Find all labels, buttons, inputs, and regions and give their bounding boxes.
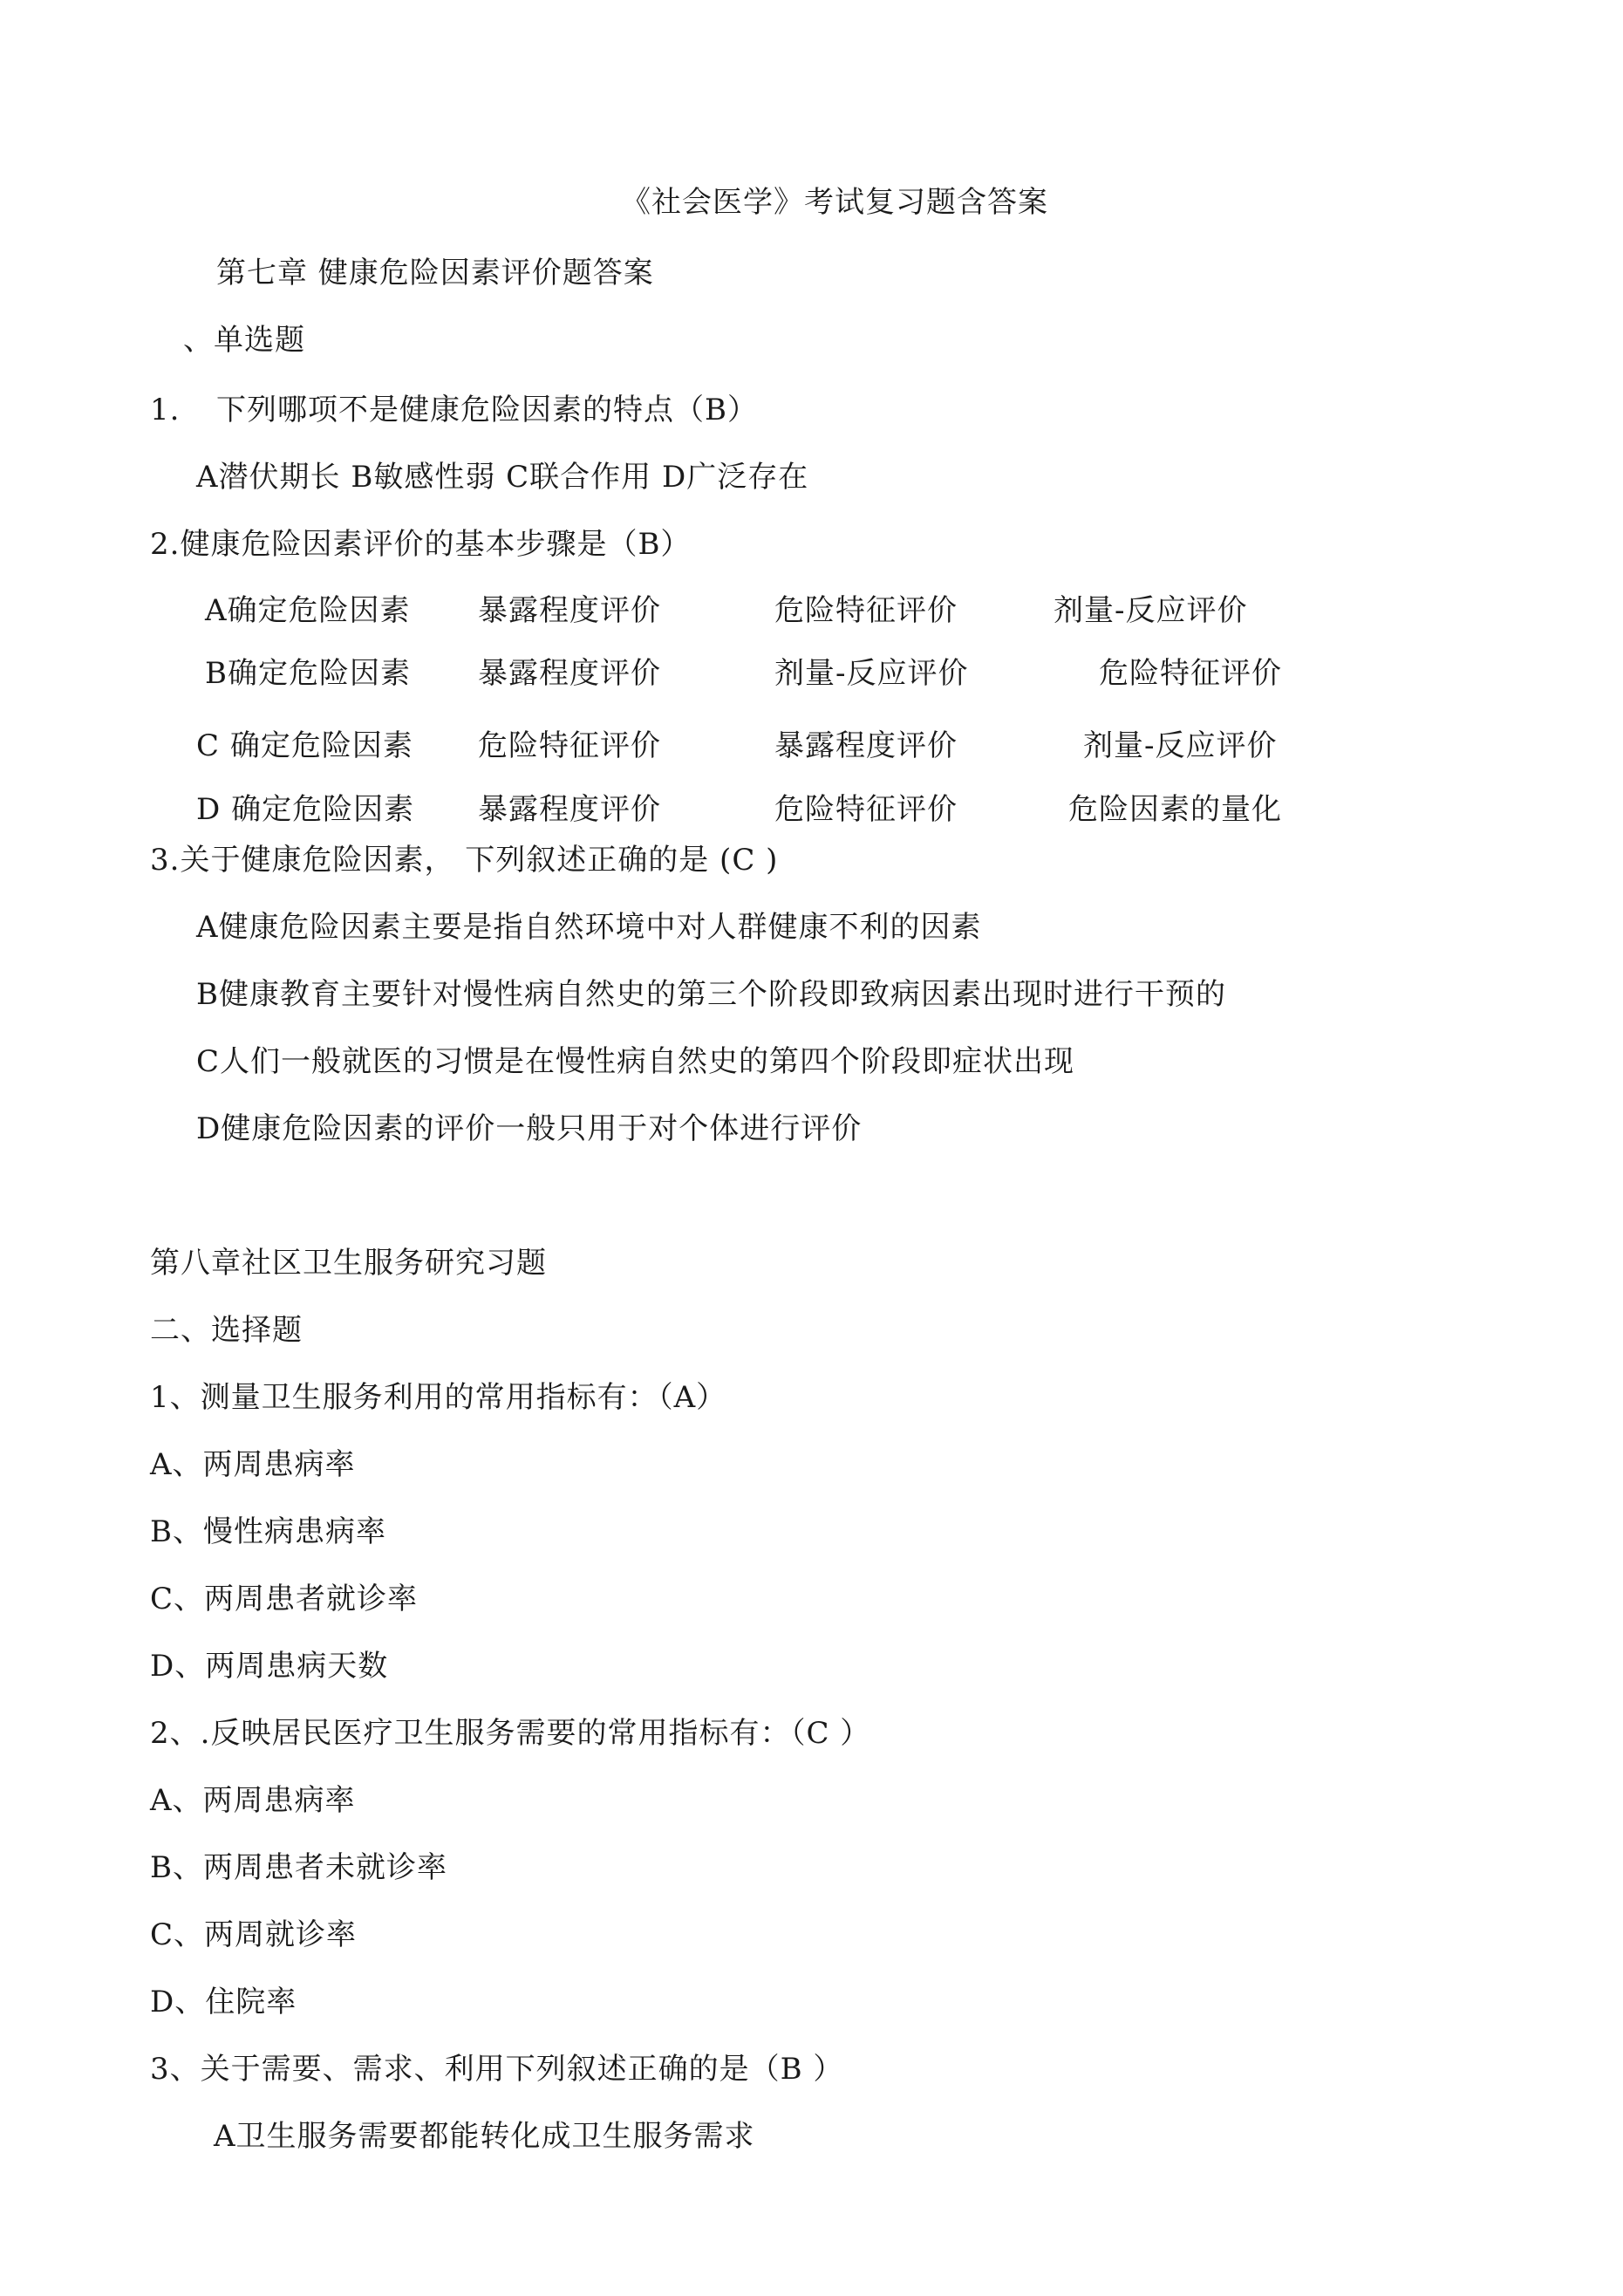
ch7-q2-row-b-col4: 危险特征评价 [1099, 656, 1282, 691]
ch8-q1-option-c: C、两周患者就诊率 [150, 1582, 419, 1616]
ch8-q1-option-d: D、两周患病天数 [150, 1649, 389, 1684]
ch7-q2-row-c-col4: 剂量-反应评价 [1083, 728, 1278, 763]
ch8-q2-option-c: C、两周就诊率 [150, 1917, 358, 1952]
ch7-q1-text: 下列哪项不是健康危险因素的特点（B） [216, 393, 758, 427]
ch7-q2-row-d-col4: 危险因素的量化 [1068, 792, 1282, 827]
ch7-q3-option-a: A健康危险因素主要是指自然环境中对人群健康不利的因素 [196, 910, 982, 945]
ch7-q2-row-b-col1: B确定危险因素 [205, 656, 411, 691]
ch7-q2-row-b-col3: 剂量-反应评价 [774, 656, 969, 691]
ch7-q3-option-c: C人们一般就医的习惯是在慢性病自然史的第四个阶段即症状出现 [196, 1044, 1075, 1079]
ch8-q2-option-a: A、两周患病率 [150, 1783, 356, 1818]
ch7-q3-text: 3.关于健康危险因素， 下列叙述正确的是 (C ) [150, 843, 779, 878]
chapter7-heading: 第七章 健康危险因素评价题答案 [216, 256, 654, 290]
ch7-q2-row-c-col3: 暴露程度评价 [774, 728, 958, 763]
ch7-q1-number: 1. [150, 393, 181, 427]
ch7-q2-row-b-col2: 暴露程度评价 [478, 656, 661, 691]
ch8-q2-option-b: B、两周患者未就诊率 [150, 1850, 447, 1885]
chapter8-heading: 第八章社区卫生服务研究习题 [150, 1246, 547, 1281]
ch8-q1-text: 1、测量卫生服务利用的常用指标有：（A） [150, 1380, 727, 1415]
ch7-q2-row-d-col1: D 确定危险因素 [196, 792, 415, 827]
ch7-q2-text: 2.健康危险因素评价的基本步骤是（B） [150, 527, 692, 562]
ch8-q3-text: 3、关于需要、需求、利用下列叙述正确的是（B ） [150, 2052, 844, 2087]
ch7-q2-row-d-col2: 暴露程度评价 [478, 792, 661, 827]
ch7-q2-row-d-col3: 危险特征评价 [774, 792, 958, 827]
ch7-q3-option-d: D健康危险因素的评价一般只用于对个体进行评价 [196, 1111, 863, 1146]
ch7-q2-row-a-col1: A确定危险因素 [205, 593, 411, 628]
ch8-q1-option-a: A、两周患病率 [150, 1447, 356, 1482]
chapter8-section: 二、选择题 [150, 1313, 303, 1348]
ch7-q2-row-c-col2: 危险特征评价 [478, 728, 661, 763]
ch8-q3-option-a: A卫生服务需要都能转化成卫生服务需求 [214, 2119, 755, 2154]
ch7-q2-row-a-col3: 危险特征评价 [774, 593, 958, 628]
page-title: 《社会医学》考试复习题含答案 [621, 185, 1048, 220]
ch8-q2-option-d: D、住院率 [150, 1985, 297, 2019]
ch8-q1-option-b: B、慢性病患病率 [150, 1514, 386, 1549]
ch7-q2-row-a-col2: 暴露程度评价 [478, 593, 661, 628]
ch7-q1-options: A潜伏期长 B敏感性弱 C联合作用 D广泛存在 [196, 460, 809, 495]
chapter7-section: 、单选题 [183, 323, 305, 358]
ch7-q2-row-a-col4: 剂量-反应评价 [1054, 593, 1248, 628]
ch7-q2-row-c-col1: C 确定危险因素 [196, 728, 413, 763]
ch8-q2-text: 2、.反映居民医疗卫生服务需要的常用指标有：（C ） [150, 1716, 871, 1751]
ch7-q3-option-b: B健康教育主要针对慢性病自然史的第三个阶段即致病因素出现时进行干预的 [196, 977, 1226, 1012]
